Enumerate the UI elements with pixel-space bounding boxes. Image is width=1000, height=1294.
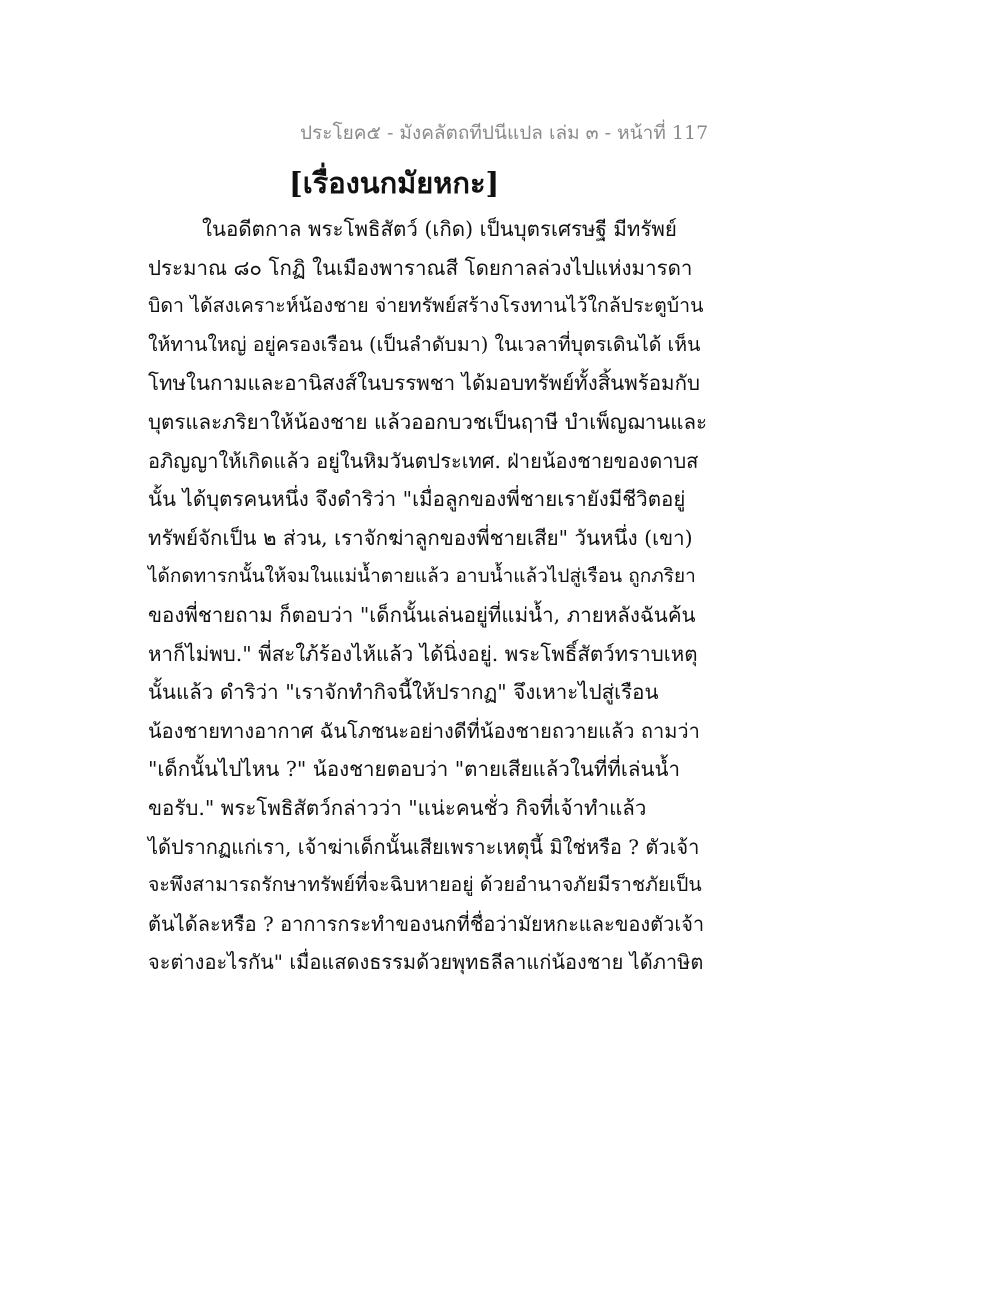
text-line: ในอดีตกาล พระโพธิสัตว์ (เกิด) เป็นบุตรเศรษฐี มีทรัพย์ xyxy=(202,217,677,241)
text-line: "เด็กนั้นไปไหน ?" น้องชายตอบว่า "ตายเสียแล้วในที่ที่เล่นน้ำ xyxy=(148,757,680,782)
text-line: บิดา ได้สงเคราะห์น้องชาย จ่ายทรัพย์สร้างโรงทานไว้ใกล้ประตูบ้าน xyxy=(148,294,704,318)
text-line: ของพี่ชายถาม ก็ตอบว่า "เด็กนั้นเล่นอยู่ที่แม่น้ำ, ภายหลังฉันค้น xyxy=(148,602,696,627)
text-line: จะพึงสามารถรักษาทรัพย์ที่จะฉิบหายอยู่ ด้วยอำนาจภัยมีราชภัยเป็น xyxy=(148,873,702,897)
text-line: บุตรและภริยาให้น้องชาย แล้วออกบวชเป็นฤาษี บำเพ็ญฌานและ xyxy=(148,409,708,434)
text-line: ได้ปรากฏแก่เรา, เจ้าฆ่าเด็กนั้นเสียเพราะเหตุนี้ มิใช่หรือ ? ตัวเจ้า xyxy=(148,834,700,859)
page-header: ประโยค๕ - มังคลัตถทีปนีแปล เล่ม ๓ - หน้าที่ 117 xyxy=(300,122,709,144)
text-line: ขอรับ." พระโพธิสัตว์กล่าวว่า "แน่ะคนชั่ว กิจที่เจ้าทำแล้ว xyxy=(148,795,647,820)
text-line: น้องชายทางอากาศ ฉันโภชนะอย่างดีที่น้องชายถวายแล้ว ถามว่า xyxy=(148,718,700,743)
text-line: นั้น ได้บุตรคนหนึ่ง จึงดำริว่า "เมื่อลูกของพี่ชายเรายังมีชีวิตอยู่ xyxy=(148,487,686,512)
text-line: โทษในกามและอานิสงส์ในบรรพชา ได้มอบทรัพย์ทั้งสิ้นพร้อมกับ xyxy=(148,371,700,396)
text-line: ทรัพย์จักเป็น ๒ ส่วน, เราจักฆ่าลูกของพี่ชายเสีย" วันหนึ่ง (เขา) xyxy=(148,525,693,550)
text-line: ได้กดทารกนั้นให้จมในแม่น้ำตายแล้ว อาบน้ำแล้วไปสู่เรือน ถูกภริยา xyxy=(148,565,696,588)
text-line: หาก็ไม่พบ." พี่สะใภ้ร้องไห้แล้ว ได้นิ่งอยู่. พระโพธิ์สัตว์ทราบเหตุ xyxy=(148,641,698,666)
text-line: นั้นแล้ว ดำริว่า "เราจักทำกิจนี้ให้ปรากฏ" จึงเหาะไปสู่เรือน xyxy=(148,680,659,705)
text-line: จะต่างอะไรกัน" เมื่อแสดงธรรมด้วยพุทธลีลาแก่น้องชาย ได้ภาษิต xyxy=(148,950,704,975)
text-line: ประมาณ ๘๐ โกฏิ ในเมืองพาราณสี โดยกาลล่วงไปแห่งมารดา xyxy=(148,255,693,280)
text-line: ให้ทานใหญ่ อยู่ครองเรือน (เป็นลำดับมา) ในเวลาที่บุตรเดินได้ เห็น xyxy=(148,332,701,356)
text-line: อภิญญาให้เกิดแล้ว อยู่ในหิมวันตประเทศ. ฝ่ายน้องชายของดาบส xyxy=(148,448,699,473)
story-title: [เรื่องนกมัยหกะ] xyxy=(289,166,500,200)
text-line: ต้นได้ละหรือ ? อาการกระทำของนกที่ชื่อว่ามัยหกะและของตัวเจ้า xyxy=(148,911,705,936)
body-text xyxy=(148,210,708,982)
